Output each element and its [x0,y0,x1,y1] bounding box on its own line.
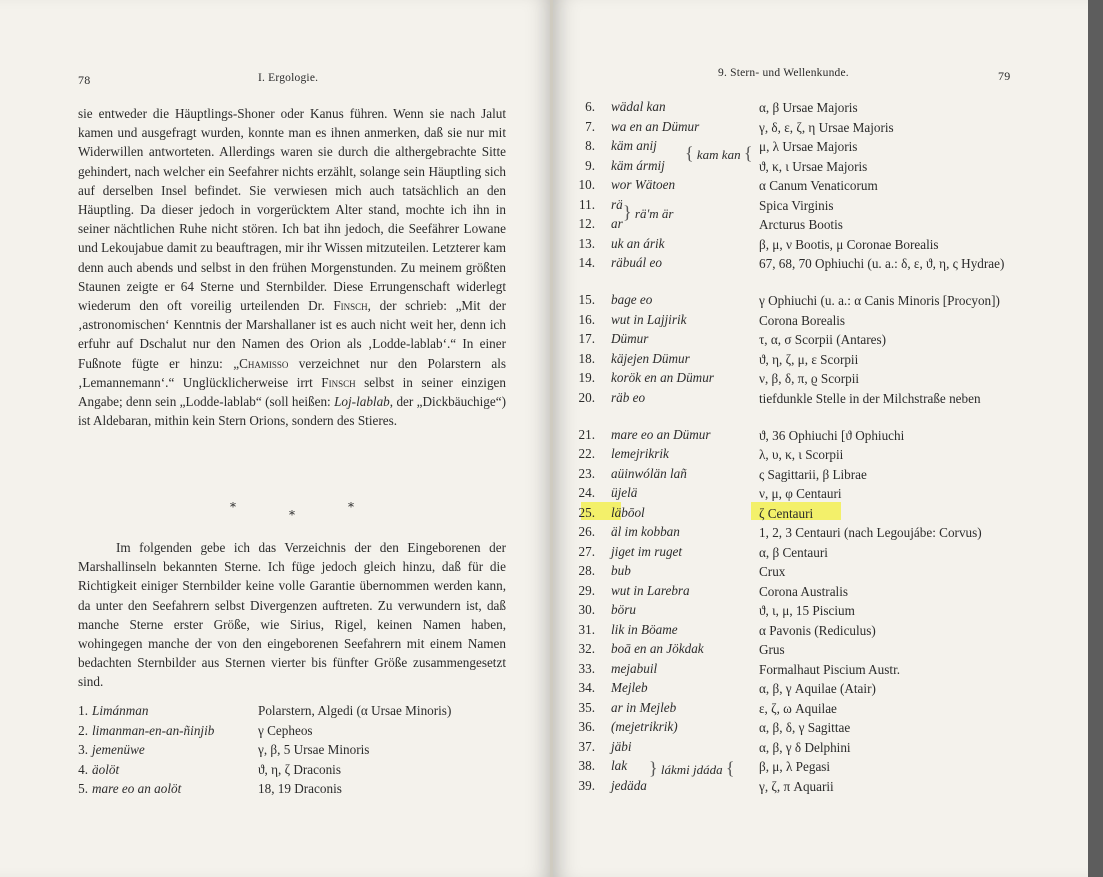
entry-star: α, β Ursae Majoris [759,100,858,115]
entry-name: boā en an Jökdak [611,641,704,656]
group-label-ram-ar: } rä'm är [623,202,674,222]
list-item [573,717,1073,737]
entry-star: λ, υ, κ, ι Scorpii [759,447,844,462]
entry-star: Corona Borealis [759,312,846,328]
list-item [573,698,1073,718]
entry-star: ν, μ, φ Centauri [759,486,842,501]
group-label-lakmi-jdada: } lákmi jdáda { [649,758,735,778]
list-item [573,444,1073,464]
list-item [573,175,1073,195]
list-item [573,503,1073,523]
entry-star: 1, 2, 3 Centauri (nach Legoujábe: Corvus) [759,525,982,540]
entry-star: τ, α, σ Scorpii (Antares) [759,332,886,347]
page-number: 79 [998,69,1011,83]
entry-num: 33. [578,660,595,676]
list-item: 4. äolöt ϑ, η, ζ Draconis [78,761,341,777]
entry-star: γ Ophiuchi (u. a.: α Canis Minoris [Procyon]) [759,293,1000,308]
entry-num: 15. [578,292,595,307]
list-item [573,117,1073,137]
entry-star: ϑ, 36 Ophiuchi [ϑ Ophiuchi [759,427,905,443]
entry-star: μ, λ Ursae Majoris [759,139,858,154]
entry-name: Dümur [611,331,649,346]
entry-num: 22. [578,446,595,461]
entry-star: ϑ, ι, μ, 15 Piscium [759,603,855,618]
entry-name: jiget im ruget [611,543,683,559]
entry-name: läbōol [611,504,645,520]
entry-num: 14. [578,255,595,270]
entry-num: 28. [578,563,595,578]
entry-num: 25. [578,504,595,520]
entry-name: wor Wätoen [611,177,676,192]
list-item [573,329,1073,349]
body-text-2 [78,538,506,692]
entry-num: 8. [585,138,595,153]
entry-name: ar in Mejleb [611,699,677,715]
entry-num: 13. [578,235,595,251]
entry-star: tiefdunkle Stelle in der Milchstraße neben [759,390,981,406]
entry-name: äl im kobban [611,524,680,539]
entry-star: β, μ, λ Pegasi [759,759,831,774]
entry-name: jäbi [611,738,632,754]
entry-name: mejabuil [611,660,658,676]
entry-name: räbuál eo [611,255,662,270]
entry-num: 7. [585,118,595,134]
list-item: 5. mare eo an aolöt 18, 19 Draconis [78,781,342,796]
entry-num: 38. [578,758,595,773]
list-item [573,290,1073,310]
list-item [573,737,1073,757]
entry-name: bage eo [611,292,653,307]
entry-name: jedäda [611,777,647,793]
list-item [573,483,1073,503]
entry-num: 21. [578,426,595,442]
entry-num: 39. [578,777,595,793]
entry-num: 34. [578,680,595,695]
entry-star: γ, δ, ε, ζ, η Ursae Majoris [759,119,894,135]
entry-num: 24. [578,485,595,500]
list-item [573,756,1073,776]
entry-num: 35. [578,699,595,715]
list-item [573,639,1073,659]
entry-name: käm ármij [611,157,665,173]
list-item [573,659,1073,679]
list-item [573,776,1073,796]
list-item [573,600,1073,620]
entry-star: ε, ζ, ω Aquilae [759,700,837,716]
entry-name: böru [611,602,636,617]
entry-star: α Canum Venaticorum [759,178,878,193]
entry-num: 12. [578,216,595,231]
list-item [573,561,1073,581]
entry-num: 16. [578,311,595,327]
entry-name: bub [611,563,631,578]
entry-name: üjelä [611,485,638,500]
entry-name: wädal kan [611,99,666,114]
entry-name: käjejen Dümur [611,350,690,366]
entry-num: 31. [578,621,595,637]
body-text [78,104,506,430]
entry-star: ϑ, κ, ι Ursae Majoris [759,158,868,174]
entry-name: wut in Lajjirik [611,311,687,327]
running-title: I. Ergologie. [258,72,319,84]
entry-num: 27. [578,543,595,559]
entry-num: 19. [578,370,595,385]
list-item [573,156,1073,176]
entry-name: aüinwólän lañ [611,465,687,481]
entry-star: Spica Virginis [759,197,834,213]
entry-star: ϑ, η, ζ, μ, ε Scorpii [759,351,859,367]
entry-num: 9. [585,157,595,173]
entry-name: Mejleb [611,680,648,695]
entry-name: käm anij [611,138,657,153]
entry-num: 30. [578,602,595,617]
group-label-kam-kan: { kam kan { [685,143,753,163]
entry-star: ν, β, δ, π, ϱ Scorpii [759,371,860,386]
entry-star: 67, 68, 70 Ophiuchi (u. a.: δ, ε, ϑ, η, ς Hydrae) [759,256,1005,271]
entry-star: ζ Centauri [759,505,814,521]
list-item: 2. limanman-en-an-ñinjib γ Cepheos [78,722,313,738]
entry-num: 18. [578,350,595,366]
list-item [573,234,1073,254]
star-list-left [66,701,516,799]
entry-star: Crux [759,564,786,579]
entry-star: Arcturus Bootis [759,217,843,232]
entry-star: Formalhaut Piscium Austr. [759,661,901,677]
list-item [573,620,1073,640]
entry-star: α, β Centauri [759,544,828,560]
entry-num: 32. [578,641,595,656]
entry-name: korök en an Dümur [611,370,714,385]
entry-star: γ, ζ, π Aquarii [759,778,834,794]
list-item [573,310,1073,330]
entry-star: α, β, γ δ Delphini [759,739,851,755]
entry-num: 10. [578,177,595,192]
entry-star: α Pavonis (Rediculus) [759,622,876,638]
entry-num: 26. [578,524,595,539]
entry-star: α, β, δ, γ Sagittae [759,720,851,735]
entry-name: lik in Böame [611,621,678,637]
left-page: 78 I. Ergologie. sie entweder die Häuptlings-Shoner oder Kanus führen. Wenn sie nach Jalut kamen und ausgefragt wurden, konnte man es ihnen anmerken, daß sie nur mit Widerwillen antworteten. Allerdings waren sie durch die althergebrachte Sitte gehindert, nach welcher ein Seefahrer nichts erzählt, solange sein Häuptling sich auf derselben Insel befindet. Sie verwiesen mich auch tatsächlich an den Häuptling. Da dieser jedoch in vorgerücktem Alter stand, mochte ich ihn in seiner nächtlichen Ruhe nicht stören. Ich bat ihn jedoch, die Seefährer Lowane und Lekoujabue damit zu beauftragen, mir ihr Wissen mitzuteilen. Letzterer kam denn auch abends und selbst in den frühen Morgenstunden. Zu meinem größten Staunen zeigte er 64 Sterne und Sternbilder. Diese Errungenschaft widerlegt wiederum den oft voreilig urteilenden Dr. Finsch, der schrieb: „Mit der ‚astronomischen‘ Kenntnis der Marshallaner ist es auch nicht weit her, denn ich erfuhr auf Dschalut nur den Namen des Orion als ‚Lodde-lablab‘.“ In einer Fußnote fügte er hinzu: „Chamisso verzeichnet nur den Polarstern als ‚Lemannemann‘.“ Unglücklicherweise irrt Finsch selbst in seiner einzigen Angabe; denn sein „Lodde-lablab“ (soll heißen: Loj-lablab, der „Dickbäuchige“) ist Aldebaran, mithin kein Stern Orions, sondern des Stieres. * * * Im folgenden gebe ich das Verzeichnis der den Eingeborenen der Marshallinseln bekannten Sterne. Ich füge jedoch gleich hinzu, daß für die Richtigkeit einiger Sternbilder keine volle Garantie übernommen werden kann, da unter den Seefahrern selbst Divergenzen auftreten. Zu verwundern ist, daß manche Sterne erster Größe, wie Sirius, Rigel, keinen Namen haben, wohingegen manche der von den eingeborenen Seefahrern mit einem Namen bedachten Sternbilder aus Sternen vierter bis fünfter Größe zusammengesetzt sind. 1. Limánman Polarstern, Algedi (α Ursae Minoris) 2. limanman-en-an-ñinjib γ Cepheos 3. jemenüwe γ, β, 5 Ursae Minoris 4. äolöt ϑ, η, ζ Draconis 5. mare eo an aolöt 18, 19 Draconis [0,0,552,877]
entry-name: lak [611,758,628,773]
list-item: 3. jemenüwe γ, β, 5 Ursae Minoris [78,742,370,757]
entry-name: wa en an Dümur [611,118,700,134]
entry-star: α, β, γ Aquilae (Atair) [759,681,876,696]
entry-num: 17. [578,331,595,346]
scan-edge [1088,0,1103,877]
entry-num: 36. [578,719,595,734]
entry-num: 11. [579,196,595,212]
list-item [573,425,1073,445]
page-number: 78 [78,73,91,87]
list-item [573,388,1073,425]
entry-name: räb eo [611,389,646,405]
entry-num: 6. [585,99,595,114]
entry-name: mare eo an Dümur [611,426,711,442]
list-item [573,349,1073,369]
right-page [553,0,1088,877]
list-item [573,253,1073,290]
entry-name: ar [611,216,623,231]
list-item [573,97,1073,117]
entry-name: uk an árik [611,235,665,251]
entry-num: 20. [578,389,595,405]
entry-name: wut in Larebra [611,582,690,598]
list-item [573,136,1073,156]
list-item [573,581,1073,601]
list-item [573,464,1073,484]
list-item [573,542,1073,562]
entry-name: lemejrikrik [611,446,669,461]
list-item [573,522,1073,542]
entry-star: β, μ, ν Bootis, μ Coronae Borealis [759,236,939,252]
running-title: 9. Stern- und Wellenkunde. [718,67,849,79]
entry-star: ς Sagittarii, β Librae [759,466,867,482]
paragraph-2: Im folgenden gebe ich das Verzeichnis der den Eingeborenen der Marshallinseln bekannten Sterne. Ich füge jedoch gleich hinzu, daß für die Richtigkeit einiger Sternbilder keine volle Garantie übernommen werden kann, da unter den Seefahrern selbst Divergenzen auftreten. Zu verwundern ist, daß manche Sterne erster Größe, wie Sirius, Rigel, keinen Namen haben, wohingegen manche der von den eingeborenen Seefahrern mit einem Namen bedachten Sternbilder aus Sternen vierter bis fünfter Größe zusammengesetzt sind. [78,540,506,690]
entry-num: 23. [578,465,595,481]
entry-num: 29. [578,582,595,598]
list-item [573,678,1073,698]
list-item [573,368,1073,388]
paragraph-1: sie entweder die Häuptlings-Shoner oder Kanus führen. Wenn sie nach Jalut kamen und ausgefragt wurden, konnte man es ihnen anmerken, daß sie nur mit Widerwillen antworteten. Allerdings waren sie durch die althergebrachte Sitte gehindert, nach welcher ein Seefahrer nichts erzählt, solange sein Häuptling sich auf derselben Insel befindet. Sie verwiesen mich auch tatsächlich an den Häuptling. Da dieser jedoch in vorgerücktem Alter stand, mochte ich ihn in seiner nächtlichen Ruhe nicht stören. Ich bat ihn jedoch, die Seefährer Lowane und Lekoujabue damit zu beauftragen, mir ihr Wissen mitzuteilen. Letzterer kam denn auch abends und selbst in den frühen Morgenstunden. Zu meinem größten Staunen zeigte er 64 Sterne und Sternbilder. Diese Errungenschaft widerlegt wiederum den oft voreilig urteilenden Dr. Finsch, der schrieb: „Mit der ‚astronomischen‘ Kenntnis der Marshallaner ist es auch nicht weit her, denn ich erfuhr auf Dschalut nur den Namen des Orion als ‚Lodde-lablab‘.“ In einer Fußnote fügte er hinzu: „Chamisso verzeichnet nur den Polarstern als ‚Lemannemann‘.“ Unglücklicherweise irrt Finsch selbst in seiner einzigen Angabe; denn sein „Lodde-lablab“ (soll heißen: Loj-lablab, der „Dickbäuchige“) ist Aldebaran, mithin kein Stern Orions, sondern des Stieres. [78,106,507,429]
entry-star: Corona Australis [759,583,849,599]
list-item: 1. Limánman Polarstern, Algedi (α Ursae Minoris) [78,703,452,718]
entry-name: (mejetrikrik) [611,719,678,734]
entry-name: rä [611,196,623,212]
entry-num: 37. [578,738,595,754]
entry-star: Grus [759,642,785,657]
